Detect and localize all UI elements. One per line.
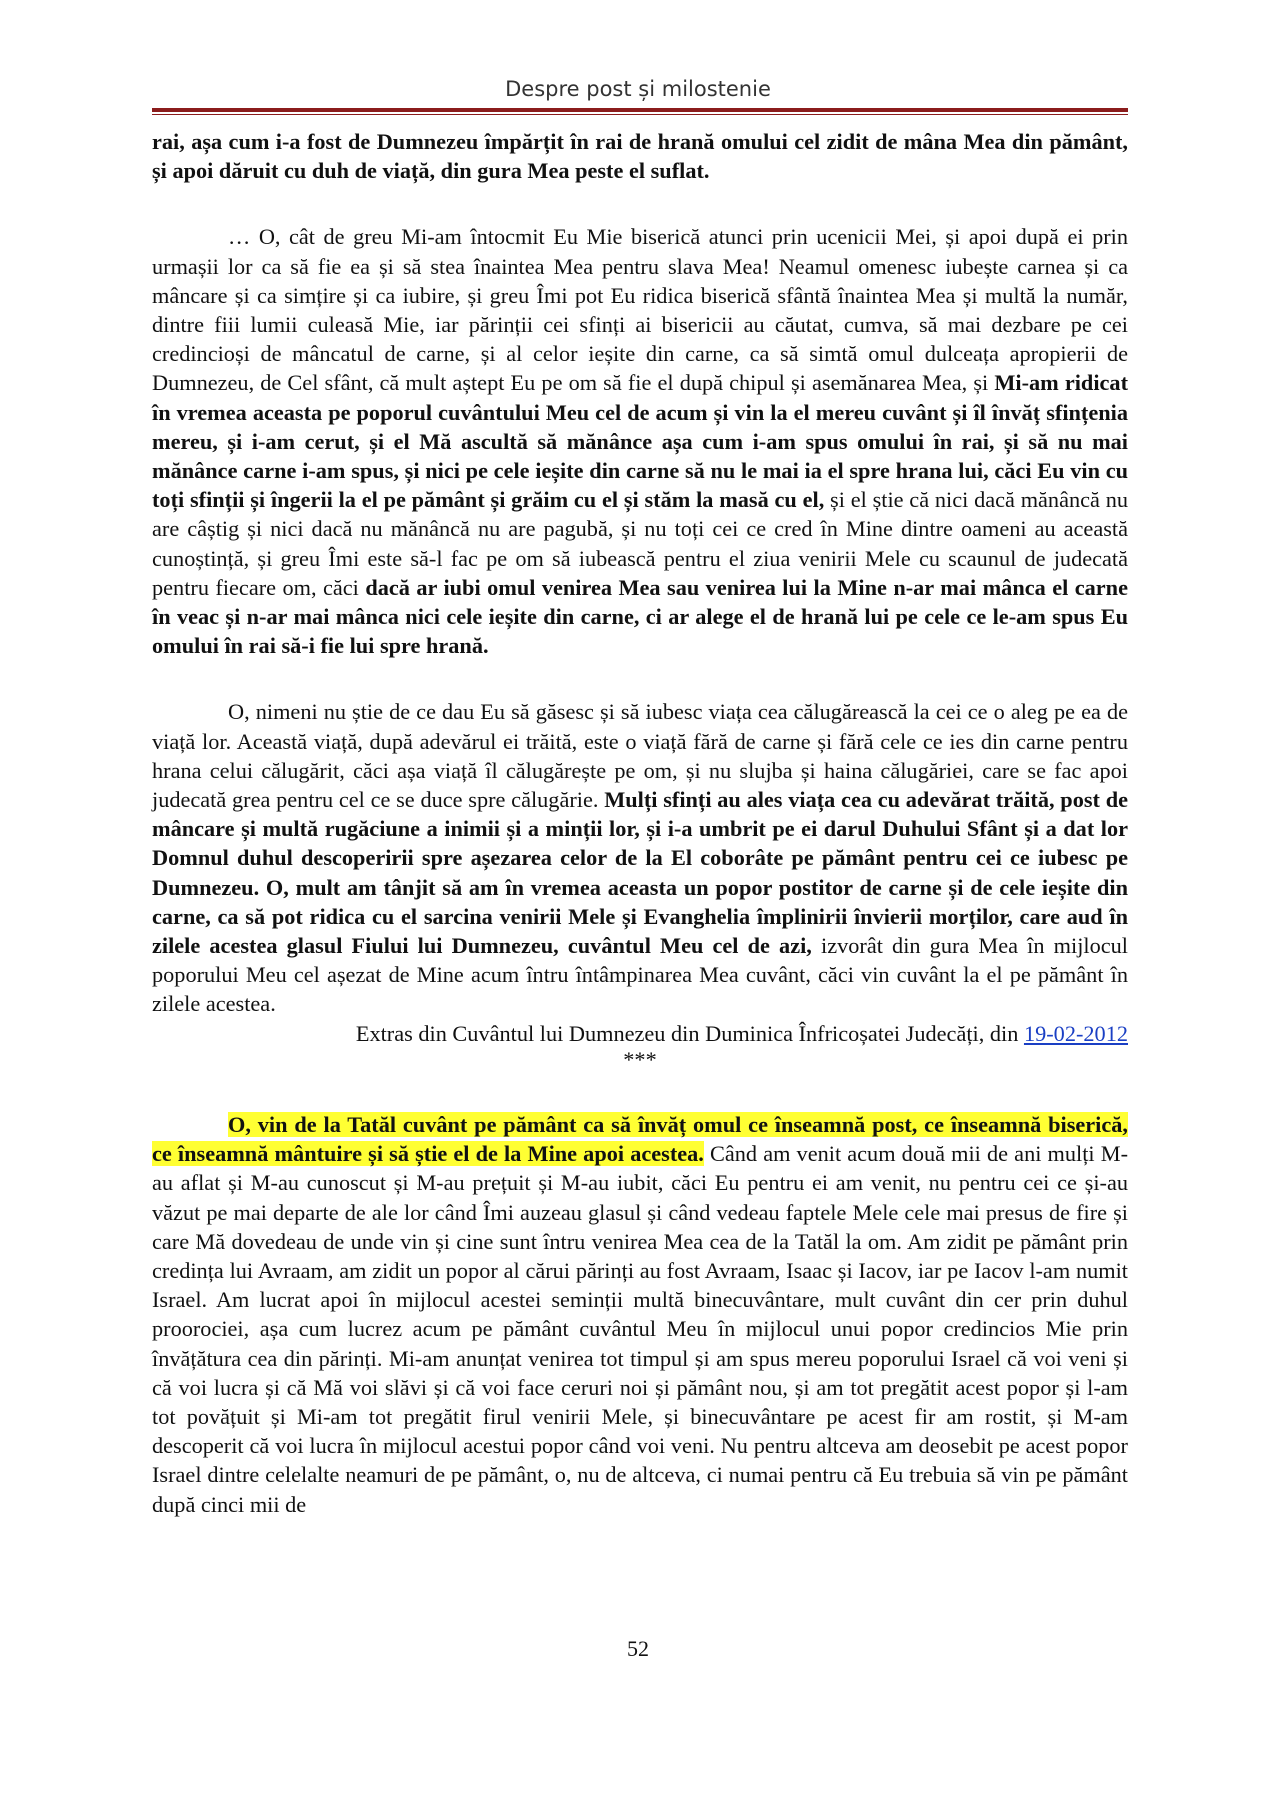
paragraph-3-text-c: izvorât din gura Mea în mijlocul poporului Meu cel așezat de Mine acum întru întâmpinarea Mea cuvânt, căci vin cuvânt la el pe pământ în zilele acestea. (152, 933, 1128, 1017)
source-date-link[interactable]: 19-02-2012 (1023, 1020, 1128, 1046)
paragraph-gap (152, 660, 1128, 697)
header-rule-thick (152, 108, 1128, 112)
paragraph-3-text-a: O, nimeni nu știe de ce dau Eu să găsesc și să iubesc viața cea călugărească la cei ce o aleg pe ea de viață lor. Această viață, după adevărul ei trăită, este o viață fără de carne și fără cele ce ies din carne pentru hrana celui călugărit, căci așa viață îl călugărește pe om, și nu slujba și haina călugăriei, care se fac apoi judecată grea pentru cel ce se duce spre călugărie. (152, 699, 1128, 813)
paragraph-1-bold: rai, așa cum i-a fost de Dumnezeu împărțit în rai de hrană omului cel zidit de mâna Mea din pământ, și apoi dăruit cu duh de viață, din gura Mea peste el suflat. (152, 129, 1128, 184)
paragraph-2-text-c: și el știe că nici dacă mănâncă nu are câștig și nici dacă nu mănâncă nu are pagubă, și nu toți cei ce cred în Mine dintre oameni au această cunoștință, și greu Îmi este să-l fac pe om să iubească pentru el ziua venirii Mele cu scaunul de judecată pentru fiecare om, căci (152, 487, 1128, 600)
paragraph-2-bold-b: Mi-am ridicat în vremea aceasta pe poporul cuvântului Meu cel de acum și vin la el mereu cuvânt și îl învăț sfințenia mereu, și i-am cerut, și el Mă ascultă să mănânce așa cum i-am spus omului în rai, și să nu mai mănânce carne i-am spus, și nici pe cele ieșite din carne să nu le mai ia el spre hrana lui, căci Eu vin cu toți sfinții și îngerii la el pe pământ și grăim cu el și stăm la masă cu el, (152, 370, 1128, 513)
paragraph-3 (152, 697, 1128, 1018)
paragraph-4-highlighted-bold: O, vin de la Tatăl cuvânt pe pământ ca să învăț omul ce înseamnă post, ce înseamnă biserică, ce înseamnă mântuire și să știe el de la Mine apoi acestea. (152, 1111, 1128, 1167)
paragraph-4 (152, 1110, 1128, 1519)
paragraph-2-bold-d: dacă ar iubi omul venirea Mea sau venirea lui la Mine n-ar mai mânca el carne în veac și n-ar mai mânca nici cele ieșite din carne, ci ar alege el de hrană lui pe cele ce le-am spus Eu omului în rai să-i fie lui spre hrană. (152, 574, 1128, 659)
paragraph-4-text: Când am venit acum două mii de ani mulți M-au aflat și M-au cunoscut și M-au prețuit și M-au iubit, căci Eu pentru ei am venit, nu pentru cei ce și-au văzut pe mai departe de ale lor când Îmi auzeau glasul și când vedeau faptele Mele cele mai presus de fire și care Mă dovedeau de unde vin și cine sunt întru venirea Mea cea de la Tatăl la om. Am zidit pe pământ prin credința lui Avraam, am zidit un popor al cărui părinți au fost Avraam, Isaac și Iacov, iar pe Iacov l-am numit Israel. Am lucrat apoi în mijlocul acestei seminții multă binecuvântare, mult cuvânt din cer prin duhul proorociei, așa cum lucrez acum pe pământ cuvântul Meu în mijlocul unui popor credincios Mie prin învățătura cea din părinți. Mi-am anunțat venirea tot timpul și am spus mereu poporului Israel că voi veni și că voi lucra și că Mă voi slăvi și că voi face ceruri noi și pământ nou, și am tot pregătit acest popor și l-am tot povățuit și Mi-am tot pregătit firul venirii Mele, și binecuvântare pe acest fir am rostit, și M-am descoperit că voi lucra în mijlocul acestui popor când voi veni. Nu pentru altceva am deosebit pe acest popor Israel dintre celelalte neamuri de pe pământ, o, nu de altceva, ci numai pentru că Eu trebuia să vin pe pământ după cinci mii de (152, 1141, 1128, 1517)
paragraph-2 (152, 222, 1128, 660)
source-citation (152, 1019, 1128, 1048)
source-citation-text: Extras din Cuvântul lui Dumnezeu din Duminica Înfricoșatei Judecăți, din (355, 1020, 1024, 1046)
section-separator: *** (623, 1046, 657, 1072)
paragraph-gap (152, 185, 1128, 222)
main-text (152, 127, 1128, 1519)
page-number: 52 (627, 1636, 649, 1661)
paragraph-3-bold-b: Mulți sfinți au ales viața cea cu adevărat trăită, post de mâncare și multă rugăciune a inimii și a minții lor, și i-a umbrit pe ei darul Duhului Sfânt și a dat lor Domnul duhul descoperirii spre așezarea celor de la El coborâte pe pământ pentru cei ce iubesc pe Dumnezeu. O, mult am tânjit să am în vremea aceasta un popor postitor de carne și de cele ieșite din carne, ca să pot ridica cu el sarcina venirii Mele și Evanghelia împlinirii învierii morților, care aud în zilele acestea glasul Fiului lui Dumnezeu, cuvântul Meu cel de azi, (152, 787, 1128, 959)
header-rule-thin (152, 114, 1128, 115)
running-header-title: Despre post și milostenie (505, 77, 771, 101)
paragraph-1 (152, 127, 1128, 185)
paragraph-2-text-a: … O, cât de greu Mi-am întocmit Eu Mie biserică atunci prin ucenicii Mei, și apoi după ei prin urmașii lor ca să fie ea și să stea înaintea Mea pentru slava Mea! Neamul omenesc iubește carnea și ca mâncare și ca simțire și ca iubire, și greu Îmi pot Eu ridica biserică sfântă înaintea Mea și multă la număr, dintre fiii lumii culeasă Mie, iar părinții cei sfinți ai bisericii au căutat, cumva, să mai dezbare pe cei credincioși de mâncatul de carne, și al celor ieșite din carne, ca să simtă omul dulceața apropierii de Dumnezeu, de Cel sfânt, că mult aștept Eu pe om să fie el după chipul și asemănarea Mea, și (152, 224, 1128, 396)
paragraph-gap (152, 1072, 1128, 1110)
